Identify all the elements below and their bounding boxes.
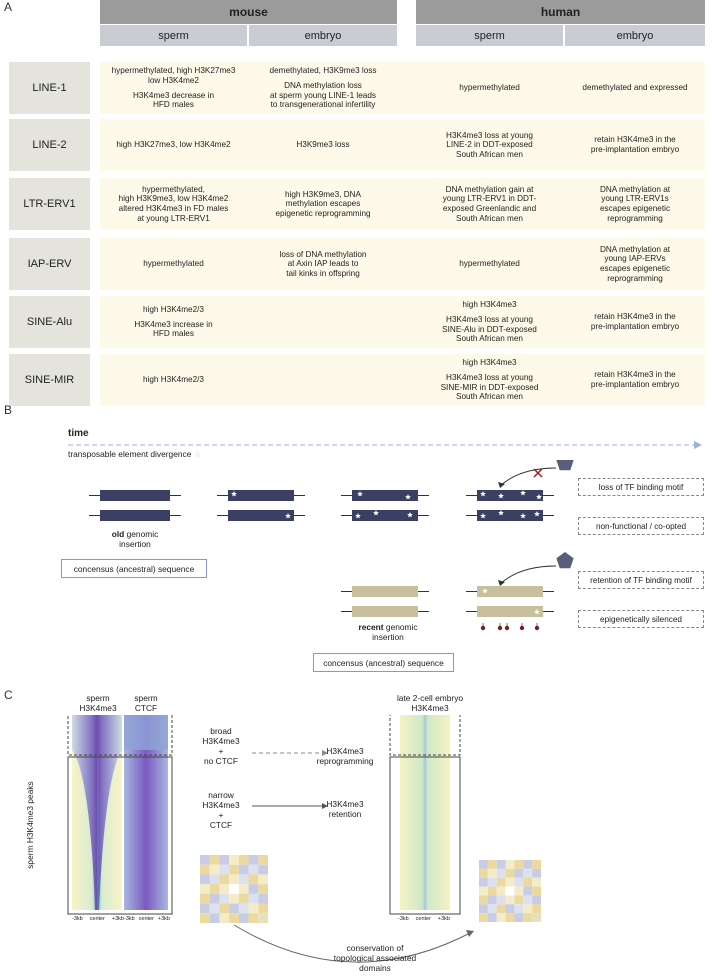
tf-arrow-top [500,468,556,486]
narrow-l4: CTCF [209,820,233,830]
tad-arrowhead [466,930,474,937]
cell-line: hypermethylated, [142,184,205,194]
tad-embryo-cell [479,878,488,887]
tad-sperm-cell [258,884,268,894]
tad-embryo-cell [488,869,497,878]
tad-sperm-cell [239,855,249,865]
tad-sperm-cell [229,904,239,914]
table-cell [249,178,397,230]
tad-embryo-cell [497,869,506,878]
tad-sperm-cell [249,904,259,914]
sperm-ctcf-t1: sperm [134,693,158,703]
tad-sperm-cell [200,894,210,904]
header-mouse-sperm: sperm [100,25,247,46]
table-cell [100,62,247,114]
cell-line: young LTR-ERV1 in DDT- [442,194,537,204]
header-mouse: mouse [100,0,397,24]
cell-line: methylation escapes [285,199,361,209]
tad-embryo-cell [497,860,506,869]
cell-line: escapes epigenetic [599,264,671,273]
cell-line: HFD males [153,100,194,110]
table-cell [249,62,397,114]
tad-embryo-cell [532,878,541,887]
tad-sperm-cell [258,894,268,904]
cell-line: South African men [456,392,523,402]
broad-l2: H3K4me3 [202,736,240,746]
tick-3a: -3kb [398,916,409,922]
cell-line: escapes epigenetic [599,204,671,213]
narrow-label [196,790,246,830]
tad-embryo-cell [523,869,532,878]
te-bar [477,510,543,521]
narrow-l3: + [218,810,224,820]
tad-sperm-cell [229,855,239,865]
tad-sperm-cell [258,865,268,875]
te-bar [228,490,294,501]
reprogramming-label [310,746,380,766]
broad-l3: + [218,746,224,756]
te-bar [100,490,170,501]
cell-line: H3K9me3 loss [296,140,350,150]
tad-embryo-cell [488,913,497,922]
cell-line: retain H3K4me3 in the [594,135,676,145]
tad-sperm-cell [249,855,259,865]
tad-sperm-cell [210,865,220,875]
cell-line: to transgenerational infertility [270,100,376,110]
tad-sperm-cell [210,874,220,884]
cell-line: at sperm young LINE-1 leads [269,90,377,100]
te-bar [477,586,543,597]
tad-embryo-cell [506,913,515,922]
cell-line: H3K4me3 loss at young [446,372,533,382]
cell-line: H3K4me3 decrease in [132,90,214,100]
cell-line: pre-implantation embryo [590,322,680,331]
tad-sperm-cell [249,913,259,923]
cell-line: hypermethylated, high H3K27me3 [111,66,236,76]
row-label-sine-mir: SINE-MIR [9,354,90,406]
table-cell [565,178,705,230]
tad-sperm-cell [239,865,249,875]
tad-embryo-cell [532,887,541,896]
tad-sperm-cell [239,894,249,904]
tad-embryo-cell [523,887,532,896]
table-cell [416,119,563,171]
broad-l1: broad [210,726,232,736]
tad-sperm-cell [210,894,220,904]
tad-embryo-cell [479,887,488,896]
tad-embryo-cell [523,878,532,887]
tick-1c: +3kb [111,916,124,922]
ret-l2: retention [328,809,362,819]
retention-tf-box: retention of TF binding motif [578,571,704,589]
tad-sperm-cell [249,884,259,894]
cell-line: SINE-MIR in DDT-exposed [440,382,539,392]
cell-line: retain H3K4me3 in the [594,370,676,380]
row-label-line-2: LINE-2 [9,119,90,171]
cell-line: LINE-2 in DDT-exposed [446,140,533,150]
cell-line: high H3K4me2/3 [143,375,204,385]
old-label-bold: old [111,529,125,539]
panel-a-label: A [4,0,13,14]
consensus-box-old: concensus (ancestral) sequence [61,559,207,578]
tad-embryo-cell [497,887,506,896]
tick-2a: -3kb [124,916,135,922]
heatmap-embryo [400,715,450,910]
table-cell [249,354,397,406]
tad-embryo-cell [514,860,523,869]
tf-icon [556,552,573,568]
table-cell [100,238,247,290]
tad-embryo-cell [488,860,497,869]
cell-line: South African men [456,213,523,223]
tad-label [320,943,430,973]
tad-sperm-cell [239,904,249,914]
tad-embryo-cell [497,904,506,913]
table-cell [416,178,563,230]
cell-line: H3K4me3 increase in [134,319,213,329]
recent-insertion-label [348,622,428,642]
tad-sperm-cell [249,894,259,904]
cell-line: pre-implantation embryo [590,145,680,154]
tad-embryo-cell [532,860,541,869]
header-mouse-embryo: embryo [249,25,397,46]
tf-icon [556,460,573,470]
table-cell [565,296,705,348]
te-bar [477,606,543,617]
tick-3b: center [415,916,431,922]
tad-sperm-cell [210,904,220,914]
tad-embryo-cell [479,913,488,922]
tad-embryo-cell [479,895,488,904]
broad-l4: no CTCF [204,756,238,766]
tad-l2: topological associated [333,953,417,963]
tad-sperm-cell [239,874,249,884]
sperm-h3k4me3-t2: H3K4me3 [79,703,117,713]
tad-sperm-cell [200,913,210,923]
cell-line: high H3K27me3, low H3K4me2 [116,140,231,150]
table-cell [416,238,563,290]
header-human: human [416,0,705,24]
tick-2c: +3kb [157,916,170,922]
table-cell [249,119,397,171]
tad-sperm-cell [229,884,239,894]
divergence-text: transposable element divergence [68,449,192,459]
cell-line: pre-implantation embryo [590,380,680,389]
cell-line: at young LTR-ERV1 [137,213,210,223]
tad-embryo-cell [506,887,515,896]
methyl-mark [520,626,524,630]
ret-l1: H3K4me3 [326,799,364,809]
panel-c-label: C [4,688,13,702]
tad-embryo-cell [523,904,532,913]
cell-line: tail kinks in offspring [286,268,360,278]
tad-sperm-cell [200,865,210,875]
cell-line: young IAP-ERVs [604,254,666,264]
tad-sperm-cell [210,913,220,923]
ticks-sperm-h3k4me3 [72,916,124,922]
cell-line: South African men [456,149,523,159]
tad-sperm-cell [229,913,239,923]
cell-line: high H3K9me3, DNA [285,189,361,199]
cell-line: exposed Greenlandic and [442,204,537,213]
recent-label-bold: recent [358,622,384,632]
reprog-l2: reprogramming [316,756,374,766]
tad-sperm-cell [249,874,259,884]
ticks-embryo [398,916,450,922]
tad-embryo-cell [514,869,523,878]
cell-line: altered H3K4me3 in FD males [118,204,229,213]
narrow-l2: H3K4me3 [202,800,240,810]
old-insertion-label [100,529,170,549]
yaxis-label: sperm H3K4me3 peaks [25,781,35,869]
tad-sperm-cell [219,894,229,904]
embryo-t2: H3K4me3 [411,703,449,713]
old-label-line2: insertion [119,539,151,549]
table-cell [416,354,563,406]
embryo-t1: late 2-cell embryo [396,693,464,703]
tad-sperm-cell [200,904,210,914]
tad-embryo-cell [523,913,532,922]
tad-embryo-cell [479,860,488,869]
tad-embryo-cell [506,860,515,869]
te-bar [352,586,418,597]
tad-embryo-cell [514,878,523,887]
cell-line: hypermethylated [459,83,520,93]
cell-line: hypermethylated [143,259,204,269]
cell-line: H3K4me3 loss at young [446,314,533,324]
te-bar [352,606,418,617]
table-cell [565,119,705,171]
silenced-box: epigenetically silenced [578,610,704,628]
tad-sperm-cell [258,874,268,884]
te-bar [100,510,170,521]
tad-embryo-cell [506,869,515,878]
tad-embryo-cell [532,869,541,878]
cell-line: reprogramming [607,273,663,283]
table-cell [416,296,563,348]
cell-line: low H3K4me2 [148,75,199,85]
tad-embryo-cell [506,895,515,904]
tad-embryo-cell [479,904,488,913]
tad-embryo-cell [523,895,532,904]
tad-sperm-cell [258,913,268,923]
tad-sperm-cell [200,855,210,865]
cell-line: HFD males [153,329,194,339]
tad-sperm-cell [258,855,268,865]
cell-line: at Axin IAP leads to [287,259,359,269]
tad-embryo-cell [488,904,497,913]
header-human-sperm: sperm [416,25,563,46]
retention-label [310,799,380,819]
cell-line: young LTR-ERV1s [601,194,669,204]
tad-sperm-cell [200,884,210,894]
tad-embryo-cell [514,895,523,904]
table-cell [565,238,705,290]
cell-line: high H3K4me3 [462,300,517,310]
tad-sperm-cell [229,874,239,884]
tad-sperm-cell [200,874,210,884]
tad-embryo-cell [488,878,497,887]
recent-label-rest: genomic [383,622,418,632]
row-label-iap-erv: IAP-ERV [9,238,90,290]
table-cell [565,354,705,406]
old-label-rest: genomic [124,529,159,539]
tad-embryo-cell [532,895,541,904]
heatmap-ctcf-top [124,715,168,750]
tad-embryo-cell [506,904,515,913]
table-cell [249,238,397,290]
table-cell [100,354,247,406]
tad-sperm-cell [210,884,220,894]
sperm-h3k4me3-t1: sperm [86,693,110,703]
tad-embryo-cell [506,878,515,887]
te-bar [352,510,418,521]
panel-b-label: B [4,403,13,417]
cell-line: DNA methylation gain at [445,184,534,194]
sperm-ctcf-title [124,693,168,713]
cell-line: DNA methylation at [599,244,671,254]
tad-embryo-cell [497,913,506,922]
cell-line: retain H3K4me3 in the [594,312,676,322]
star-icon: ☆ [193,449,202,459]
te-bar [228,510,294,521]
cell-line: hypermethylated [459,259,520,269]
tad-embryo-cell [497,895,506,904]
tad-sperm-cell [219,884,229,894]
table-cell [100,296,247,348]
loss-tf-box: loss of TF binding motif [578,478,704,496]
row-label-line-1: LINE-1 [9,62,90,114]
cell-line: reprogramming [607,213,663,223]
tick-2b: center [138,916,154,922]
tick-3c: +3kb [437,916,450,922]
tad-sperm-cell [219,855,229,865]
tad-embryo-cell [514,913,523,922]
tad-sperm-cell [219,913,229,923]
tf-arrow-bottom [500,566,556,584]
cell-line: South African men [456,334,523,344]
methyl-mark [505,626,509,630]
tad-sperm-cell [249,865,259,875]
methyl-mark [535,626,539,630]
tad-embryo-cell [488,887,497,896]
cell-line: DNA methylation loss [284,80,362,90]
table-cell [416,62,563,114]
cell-line: high H3K4me3 [462,358,517,368]
tad-embryo-cell [488,895,497,904]
table-cell [100,119,247,171]
tad-embryo-cell [514,887,523,896]
reprog-l1: H3K4me3 [326,746,364,756]
cell-line: H3K4me3 loss at young [446,130,533,140]
tad-embryo-cell [532,913,541,922]
consensus-box-recent: concensus (ancestral) sequence [313,653,454,672]
divergence-label [68,449,201,459]
ticks-sperm-ctcf [124,916,170,922]
cell-line: demethylated, H3K9me3 loss [269,66,377,76]
tad-sperm-cell [239,884,249,894]
methyl-mark [498,626,502,630]
tad-sperm-cell [210,855,220,865]
cell-line: high H3K9me3, low H3K4me2 [118,194,229,204]
row-label-ltr-erv1: LTR-ERV1 [9,178,90,230]
tad-sperm-cell [219,865,229,875]
tad-sperm-cell [229,894,239,904]
cell-line: DNA methylation at [599,184,671,194]
table-cell [565,62,705,114]
time-label: time [68,428,89,439]
recent-label-line2: insertion [372,632,404,642]
tad-embryo-cell [479,869,488,878]
cell-line: epigenetic reprogramming [275,208,371,218]
tad-l1: conservation of [346,943,404,953]
cell-line: demethylated and expressed [582,83,688,93]
sperm-ctcf-t2: CTCF [134,703,158,713]
header-human-embryo: embryo [565,25,705,46]
table-cell [249,296,397,348]
tad-sperm-cell [219,904,229,914]
nonfunctional-box: non-functional / co-opted [578,517,704,535]
sperm-h3k4me3-title [72,693,124,713]
tad-sperm-cell [219,874,229,884]
tad-sperm-cell [258,904,268,914]
cell-line: SINE-Alu in DDT-exposed [442,324,537,334]
tad-sperm-cell [239,913,249,923]
broad-label [196,726,246,766]
tad-l3: domains [359,963,391,973]
row-label-sine-alu: SINE-Alu [9,296,90,348]
tick-1a: -3kb [72,916,83,922]
narrow-l1: narrow [208,790,234,800]
tad-embryo-cell [514,904,523,913]
tad-embryo-cell [532,904,541,913]
tad-embryo-cell [523,860,532,869]
embryo-title [380,693,480,713]
methyl-mark [481,626,485,630]
table-cell [100,178,247,230]
te-bar [477,490,543,501]
cell-line: loss of DNA methylation [279,249,367,259]
tad-sperm-cell [229,865,239,875]
cell-line: high H3K4me2/3 [143,305,204,315]
tad-embryo-cell [497,878,506,887]
tick-1b: center [89,916,105,922]
